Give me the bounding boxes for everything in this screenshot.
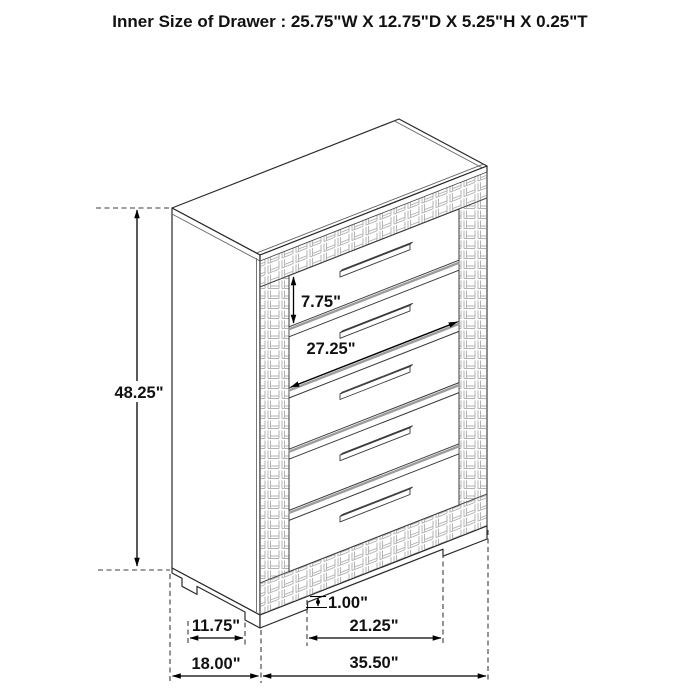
- dim-foot-inset-depth: [188, 614, 245, 646]
- dim-overall-height: [96, 208, 170, 570]
- dim-label-foot-clearance: 1.00": [328, 594, 368, 612]
- dim-label-foot-span-width: 21.25": [349, 617, 399, 635]
- diagram-title: Inner Size of Drawer : 25.75"W X 12.75"D X 5.25"H X 0.25"T: [112, 12, 588, 31]
- dim-label-drawer-height: 7.75": [301, 293, 341, 311]
- dim-label-overall-width: 35.50": [349, 654, 399, 672]
- dim-label-foot-inset-depth: 11.75": [191, 617, 241, 635]
- dim-label-drawer-width: 27.25": [306, 340, 356, 358]
- chest-side-face: [172, 208, 260, 615]
- dim-label-overall-depth: 18.00": [191, 655, 241, 673]
- quilted-left-strip: [260, 276, 289, 583]
- chest-drawing: [172, 119, 487, 628]
- quilted-right-strip: [459, 198, 487, 505]
- dim-foot-clearance: [306, 594, 368, 612]
- dim-label-overall-height: 48.25": [114, 384, 164, 402]
